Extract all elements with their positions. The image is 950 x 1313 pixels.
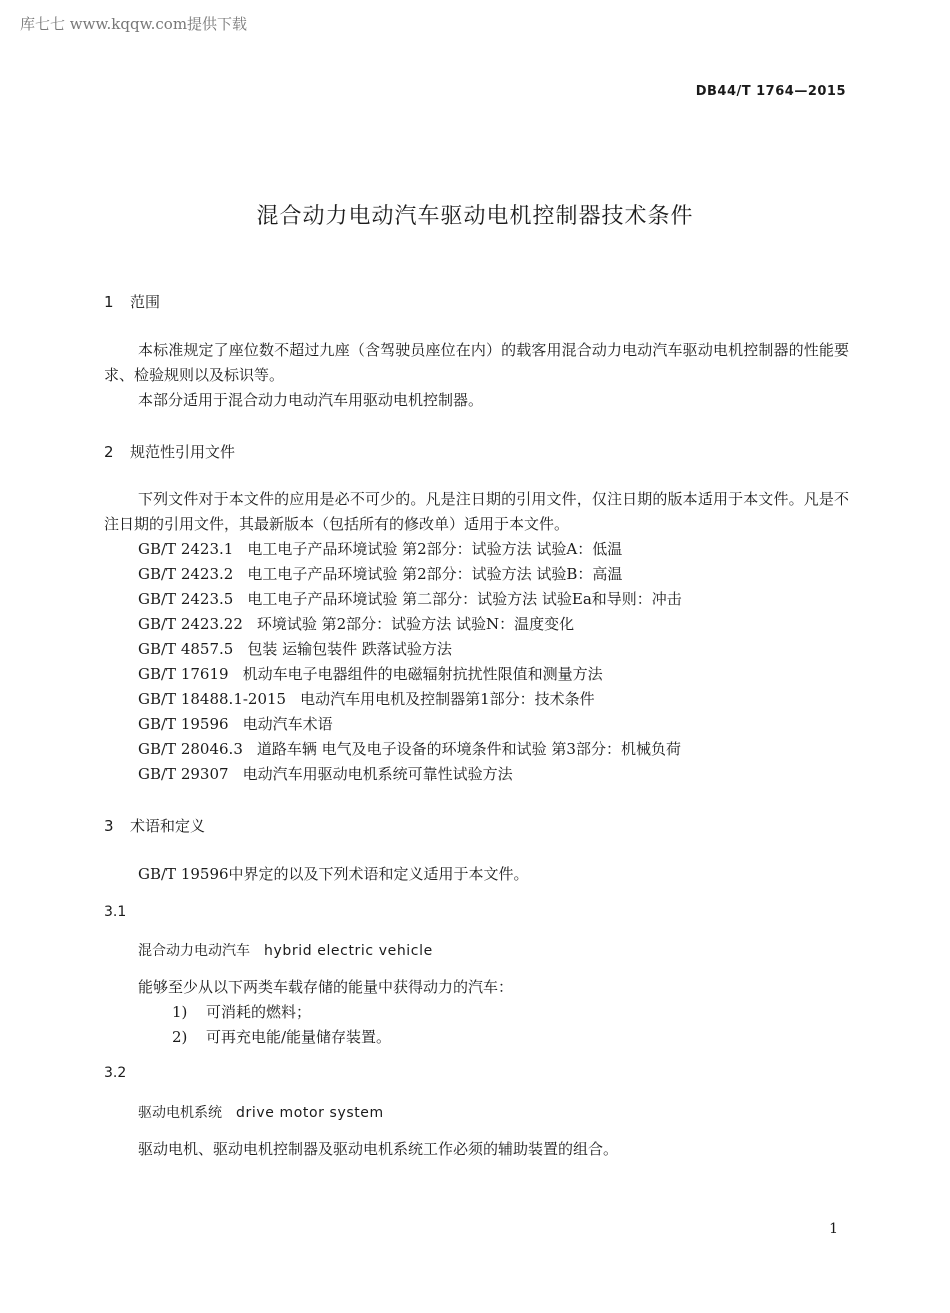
reference-title: 电工电子产品环境试验 第二部分：试验方法 试验Ea和导则：冲击 (247, 590, 682, 608)
section-title: 规范性引用文件 (130, 443, 236, 461)
section-3-intro: GB/T 19596中界定的以及下列术语和定义适用于本文件。 (138, 865, 529, 883)
reference-code: GB/T 2423.1 (138, 540, 234, 558)
reference-item (138, 612, 682, 637)
paragraph: 本标准规定了座位数不超过九座（含驾驶员座位在内）的载客用混合动力电动汽车驱动电机控制器的性能要求、检验规则以及标识等。 (104, 341, 849, 384)
reference-item (138, 712, 682, 737)
list-item (172, 1026, 391, 1047)
list-text: 可消耗的燃料； (206, 1003, 312, 1021)
page-number: 1 (829, 1221, 838, 1237)
reference-code: GB/T 28046.3 (138, 740, 243, 758)
term-en: drive motor system (236, 1105, 384, 1121)
watermark-text: 库七七 www.kqqw.com提供下载 (20, 15, 248, 33)
section-3-heading (104, 815, 205, 836)
paragraph: 本部分适用于混合动力电动汽车用驱动电机控制器。 (138, 391, 484, 409)
reference-code: GB/T 18488.1-2015 (138, 690, 287, 708)
reference-item (138, 587, 682, 612)
term-en: hybrid electric vehicle (264, 943, 433, 959)
reference-title: 环境试验 第2部分：试验方法 试验N：温度变化 (256, 615, 575, 633)
term-zh: 混合动力电动汽车 (138, 943, 250, 959)
reference-code: GB/T 19596 (138, 715, 229, 733)
reference-code: GB/T 2423.2 (138, 565, 234, 583)
reference-title: 机动车电子电器组件的电磁辐射抗扰性限值和测量方法 (242, 665, 603, 683)
reference-title: 道路车辆 电气及电子设备的环境条件和试验 第3部分：机械负荷 (256, 740, 681, 758)
reference-title: 电动汽车用驱动电机系统可靠性试验方法 (242, 765, 513, 783)
section-title: 范围 (130, 293, 161, 311)
reference-code: GB/T 2423.5 (138, 590, 234, 608)
list-item (172, 1001, 311, 1022)
section-number: 3 (104, 817, 114, 835)
term-heading (138, 940, 433, 960)
section-number: 1 (104, 293, 114, 311)
list-marker: 1) (172, 1003, 188, 1021)
reference-code: GB/T 2423.22 (138, 615, 243, 633)
term-zh: 驱动电机系统 (138, 1105, 222, 1121)
reference-item (138, 687, 682, 712)
reference-list (138, 537, 682, 787)
term-number: 3.1 (104, 904, 127, 920)
section-title: 术语和定义 (130, 817, 206, 835)
paragraph: 下列文件对于本文件的应用是必不可少的。凡是注日期的引用文件，仅注日期的版本适用于本文件。凡是不注日期的引用文件，其最新版本（包括所有的修改单）适用于本文件。 (104, 490, 849, 533)
reference-item (138, 737, 682, 762)
term-number: 3.2 (104, 1065, 127, 1081)
section-1-heading (104, 291, 160, 312)
term-heading (138, 1102, 384, 1122)
reference-title: 电动汽车用电机及控制器第1部分：技术条件 (300, 690, 595, 708)
term-definition: 能够至少从以下两类车载存储的能量中获得动力的汽车： (138, 978, 514, 996)
term-definition: 驱动电机、驱动电机控制器及驱动电机系统工作必须的辅助装置的组合。 (138, 1140, 619, 1158)
section-number: 2 (104, 443, 114, 461)
standard-code: DB44/T 1764—2015 (695, 84, 846, 99)
reference-title: 电动汽车术语 (242, 715, 333, 733)
reference-title: 电工电子产品环境试验 第2部分：试验方法 试验A：低温 (247, 540, 623, 558)
reference-item (138, 762, 682, 787)
reference-code: GB/T 4857.5 (138, 640, 234, 658)
reference-code: GB/T 29307 (138, 765, 229, 783)
reference-code: GB/T 17619 (138, 665, 229, 683)
reference-item (138, 562, 682, 587)
list-text: 可再充电能/能量储存装置。 (206, 1028, 392, 1046)
list-marker: 2) (172, 1028, 188, 1046)
reference-title: 包装 运输包装件 跌落试验方法 (247, 640, 452, 658)
document-title: 混合动力电动汽车驱动电机控制器技术条件 (256, 204, 694, 229)
section-2-intro (104, 487, 849, 537)
section-2-heading (104, 441, 235, 462)
reference-item (138, 662, 682, 687)
reference-title: 电工电子产品环境试验 第2部分：试验方法 试验B：高温 (247, 565, 623, 583)
reference-item (138, 537, 682, 562)
reference-item (138, 637, 682, 662)
section-1-body (104, 338, 849, 413)
